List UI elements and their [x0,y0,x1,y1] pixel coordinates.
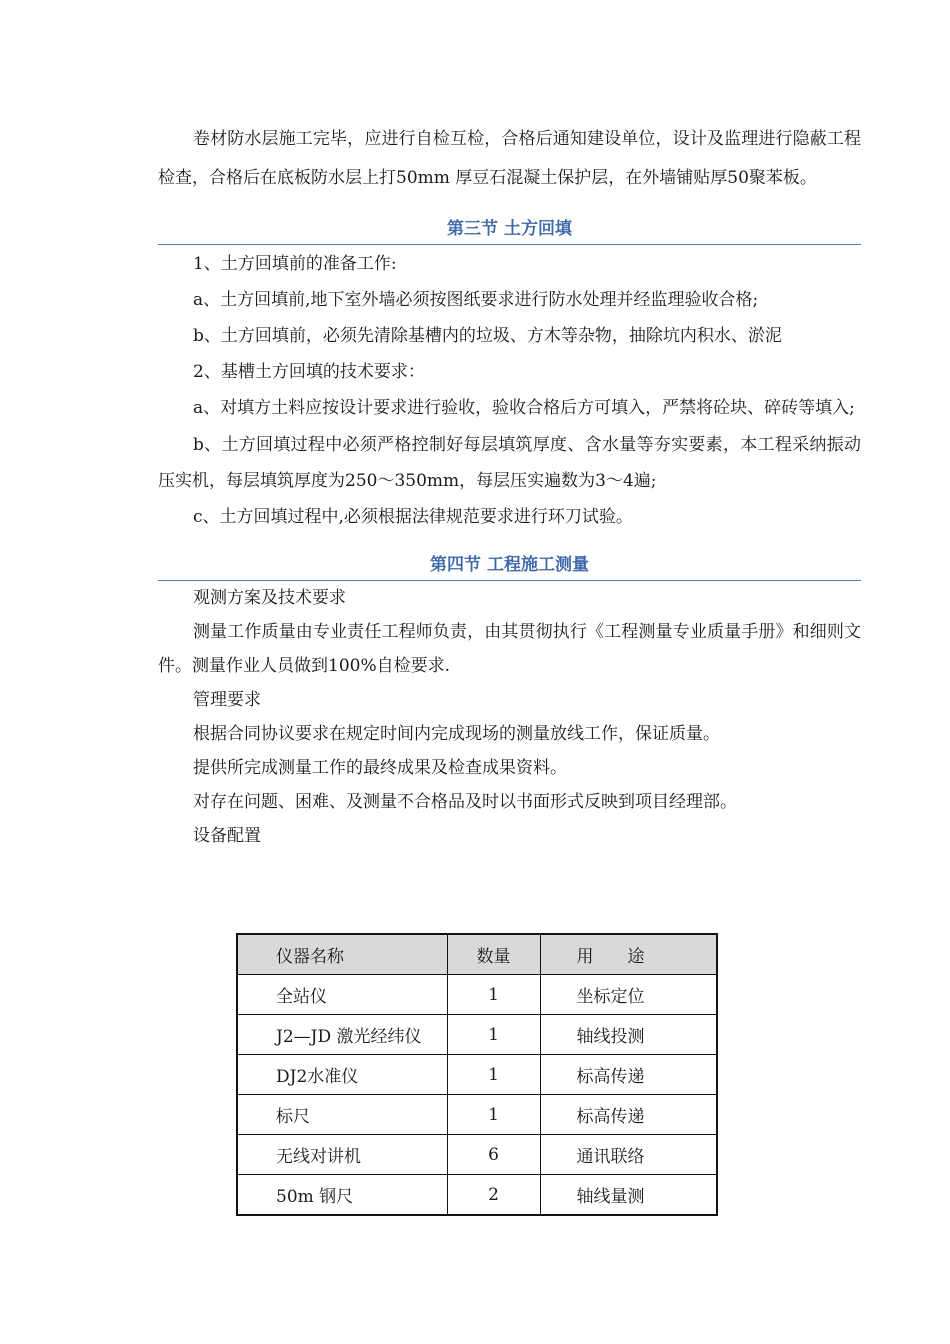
cell-quantity: 1 [447,1095,540,1135]
document-page [158,0,861,853]
section-3-item-2b: b、土方回填过程中必须严格控制好每层填筑厚度、含水量等夯实要素，本工程采纳振动压实机，每层填筑厚度为250～350mm，每层压实遍数为3～4遍; [158,435,861,491]
cell-purpose: 标高传递 [540,1055,717,1095]
header-purpose: 用 途 [540,934,717,975]
cell-quantity: 1 [447,1015,540,1055]
table-row [237,1055,717,1095]
cell-instrument: J2—JD 激光经纬仪 [237,1015,447,1055]
section-3-item-1b: b、土方回填前，必须先清除基槽内的垃圾、方木等杂物，抽除坑内积水、淤泥 [193,326,782,346]
section-3-item-1a: a、土方回填前,地下室外墙必须按图纸要求进行防水处理并经监理验收合格; [193,290,759,310]
cell-purpose: 轴线量测 [540,1175,717,1216]
cell-purpose: 坐标定位 [540,975,717,1015]
section-4-subtitle-management: 管理要求 [193,690,261,710]
cell-quantity: 1 [447,975,540,1015]
cell-instrument: 无线对讲机 [237,1135,447,1175]
cell-instrument: 50m 钢尺 [237,1175,447,1216]
table-row [237,975,717,1015]
intro-paragraph: 卷材防水层施工完毕，应进行自检互检，合格后通知建设单位，设计及监理进行隐蔽工程检查，合格后在底板防水层上打50mm 厚豆石混凝土保护层，在外墙铺贴厚50聚苯板。 [158,129,861,188]
section-3-item-2: 2、基槽土方回填的技术要求： [193,362,425,382]
cell-instrument: 全站仪 [237,975,447,1015]
header-quantity: 数量 [447,934,540,975]
header-instrument-name: 仪器名称 [237,934,447,975]
section-3-item-2a: a、对填方土料应按设计要求进行验收，验收合格后方可填入，严禁将砼块、碎砖等填入; [193,398,855,418]
section-3-title: 第三节 土方回填 [158,214,861,245]
table-header-row [237,934,717,975]
section-3-item-1: 1、土方回填前的准备工作: [193,254,397,274]
cell-purpose: 标高传递 [540,1095,717,1135]
table-row [237,1095,717,1135]
section-4-subtitle-observation: 观测方案及技术要求 [193,588,346,608]
section-4-requirement-2: 提供所完成测量工作的最终成果及检查成果资料。 [193,758,567,778]
cell-instrument: DJ2水准仪 [237,1055,447,1095]
equipment-table [236,933,718,1216]
table-row [237,1135,717,1175]
section-4-subtitle-equipment: 设备配置 [193,826,261,846]
table-row [237,1175,717,1216]
section-4-title: 第四节 工程施工测量 [158,550,861,581]
cell-quantity: 2 [447,1175,540,1216]
cell-quantity: 6 [447,1135,540,1175]
cell-purpose: 通讯联络 [540,1135,717,1175]
cell-instrument: 标尺 [237,1095,447,1135]
section-4-requirement-3: 对存在问题、困难、及测量不合格品及时以书面形式反映到项目经理部。 [193,792,737,812]
section-4-paragraph-quality: 测量工作质量由专业责任工程师负责，由其贯彻执行《工程测量专业质量手册》和细则文件。测量作业人员做到100%自检要求. [158,622,861,676]
cell-quantity: 1 [447,1055,540,1095]
section-4-requirement-1: 根据合同协议要求在规定时间内完成现场的测量放线工作，保证质量。 [193,724,720,744]
table-row [237,1015,717,1055]
section-3-item-2c: c、土方回填过程中,必须根据法律规范要求进行环刀试验。 [193,507,633,527]
cell-purpose: 轴线投测 [540,1015,717,1055]
